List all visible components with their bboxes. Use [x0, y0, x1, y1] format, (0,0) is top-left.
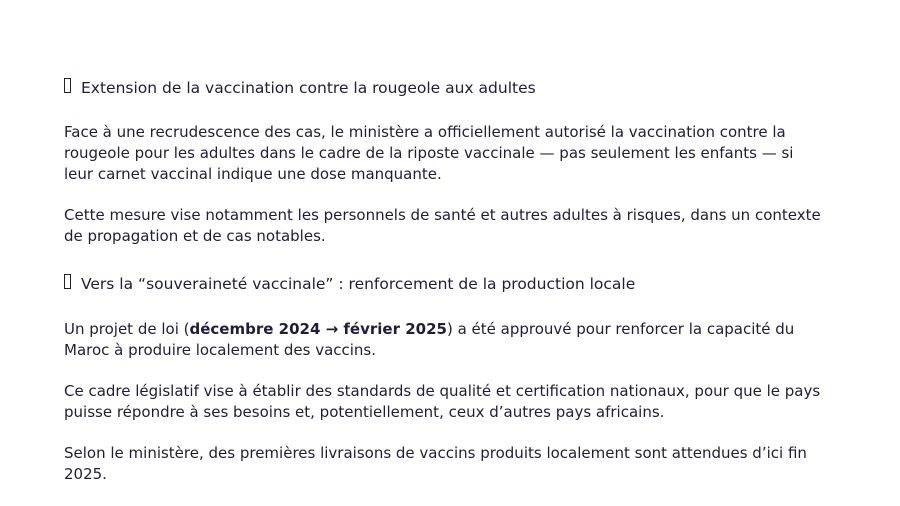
missing-glyph-icon	[64, 274, 71, 289]
paragraph-sovereignty-2: Ce cadre législatif vise à établir des standards de qualité et certification nationaux, pour que le pays puisse répondre à ses besoins et, potentiellement, ceux d’autres pays africains.	[64, 382, 821, 421]
paragraph-text: Un projet de loi (	[64, 320, 190, 338]
paragraph-measles-1: Face à une recrudescence des cas, le ministère a officiellement autorisé la vaccination contre la rougeole pour les adultes dans le cadre de la riposte vaccinale — pas seulement les enfants — si leur carnet vaccinal indique une dose manquante.	[64, 123, 794, 183]
paragraph-sovereignty-3: Selon le ministère, des premières livraisons de vaccins produits localement sont attendues d’ici fin 2025.	[64, 444, 807, 483]
section-heading-sovereignty	[64, 274, 635, 294]
paragraph-measles-2: Cette mesure vise notamment les personnels de santé et autres adultes à risques, dans un contexte de propagation et de cas notables.	[64, 206, 821, 245]
section-heading-text: Vers la “souveraineté vaccinale” : renforcement de la production locale	[81, 275, 636, 293]
missing-glyph-icon	[64, 78, 71, 93]
section-heading-measles	[64, 78, 536, 98]
paragraph-text: ) a été approuvé pour renforcer la capacité du Maroc à produire localement des vaccins.	[64, 320, 795, 359]
section-heading-text: Extension de la vaccination contre la rougeole aux adultes	[81, 79, 536, 97]
paragraph-sovereignty-1	[64, 319, 824, 361]
date-range-bold: décembre 2024 → février 2025	[189, 320, 447, 338]
